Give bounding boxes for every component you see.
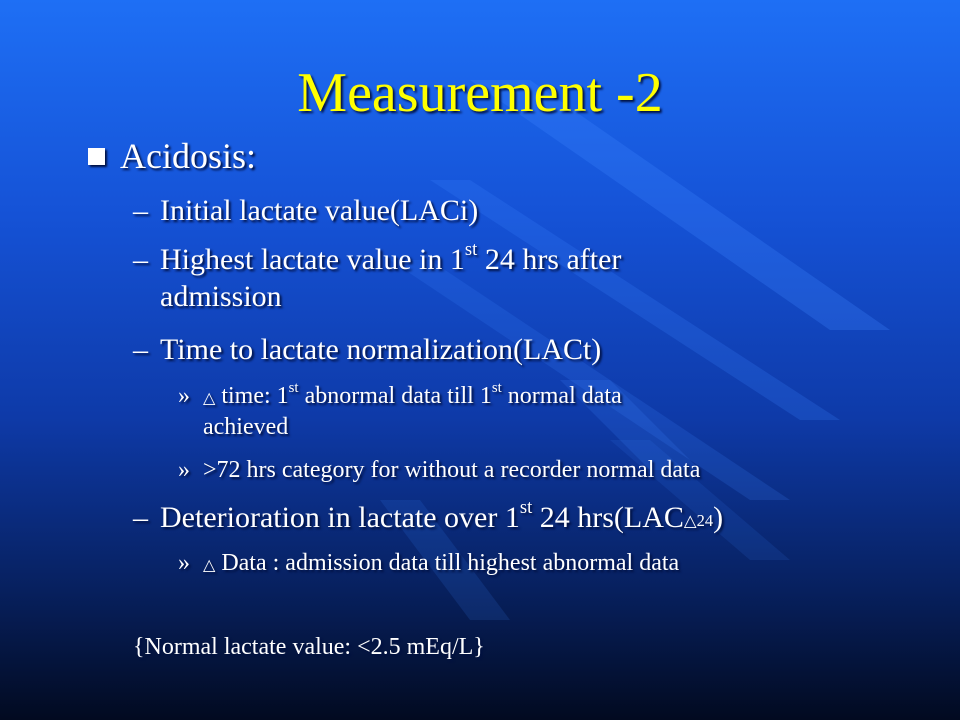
subitem-text: time: 1 bbox=[215, 383, 289, 409]
raquo-marker: » bbox=[178, 550, 190, 576]
item-text: admission bbox=[160, 280, 282, 313]
item-text: 24 hrs(LAC bbox=[532, 501, 684, 534]
delta-icon: △ bbox=[203, 390, 216, 407]
dash-marker: – bbox=[133, 333, 148, 366]
item-highest-lactate bbox=[160, 239, 622, 278]
dash-marker: – bbox=[133, 243, 148, 276]
delta-icon: △ bbox=[683, 511, 697, 531]
square-bullet-icon bbox=[88, 148, 105, 165]
subitem-text: normal data bbox=[501, 383, 622, 409]
item-time-normalization bbox=[160, 332, 601, 368]
ordinal-sup: st bbox=[288, 379, 299, 396]
dash-marker: – bbox=[133, 501, 148, 534]
subitem-delta-time bbox=[203, 381, 622, 414]
item-text: Highest lactate value in 1 bbox=[160, 243, 465, 276]
item-text: Time to lactate normalization(LACt) bbox=[160, 333, 602, 366]
footnote-normal-lactate: {Normal lactate value: <2.5 mEq/L} bbox=[133, 634, 485, 660]
ordinal-sup: st bbox=[491, 379, 502, 396]
bullet-acidosis bbox=[120, 135, 256, 177]
raquo-marker: » bbox=[178, 383, 190, 409]
subitem-text: Data : admission data till highest abnormal data bbox=[215, 550, 680, 576]
subitem-delta-time-cont bbox=[203, 412, 288, 442]
item-highest-lactate-cont bbox=[160, 279, 282, 315]
item-text: Initial lactate value(LACi) bbox=[160, 194, 479, 227]
item-deterioration bbox=[160, 497, 724, 539]
subscript-number: 24 bbox=[696, 511, 714, 531]
raquo-marker: » bbox=[178, 457, 190, 483]
subitem-over-72-hrs bbox=[203, 455, 700, 485]
subitem-delta-data bbox=[203, 548, 679, 581]
delta-icon: △ bbox=[203, 557, 216, 574]
ordinal-sup: st bbox=[464, 239, 478, 261]
slide-title: Measurement -2 bbox=[297, 62, 663, 124]
subitem-text: abnormal data till 1 bbox=[298, 383, 492, 409]
dash-marker: – bbox=[133, 194, 148, 227]
item-text: Deterioration in lactate over 1 bbox=[160, 501, 520, 534]
ordinal-sup: st bbox=[519, 497, 533, 519]
subitem-text: achieved bbox=[203, 414, 289, 440]
item-text: ) bbox=[713, 501, 724, 534]
bullet-label: Acidosis: bbox=[120, 136, 257, 176]
item-text: 24 hrs after bbox=[477, 243, 622, 276]
subitem-text: >72 hrs category for without a recorder normal data bbox=[203, 457, 701, 483]
item-initial-lactate bbox=[160, 193, 478, 229]
